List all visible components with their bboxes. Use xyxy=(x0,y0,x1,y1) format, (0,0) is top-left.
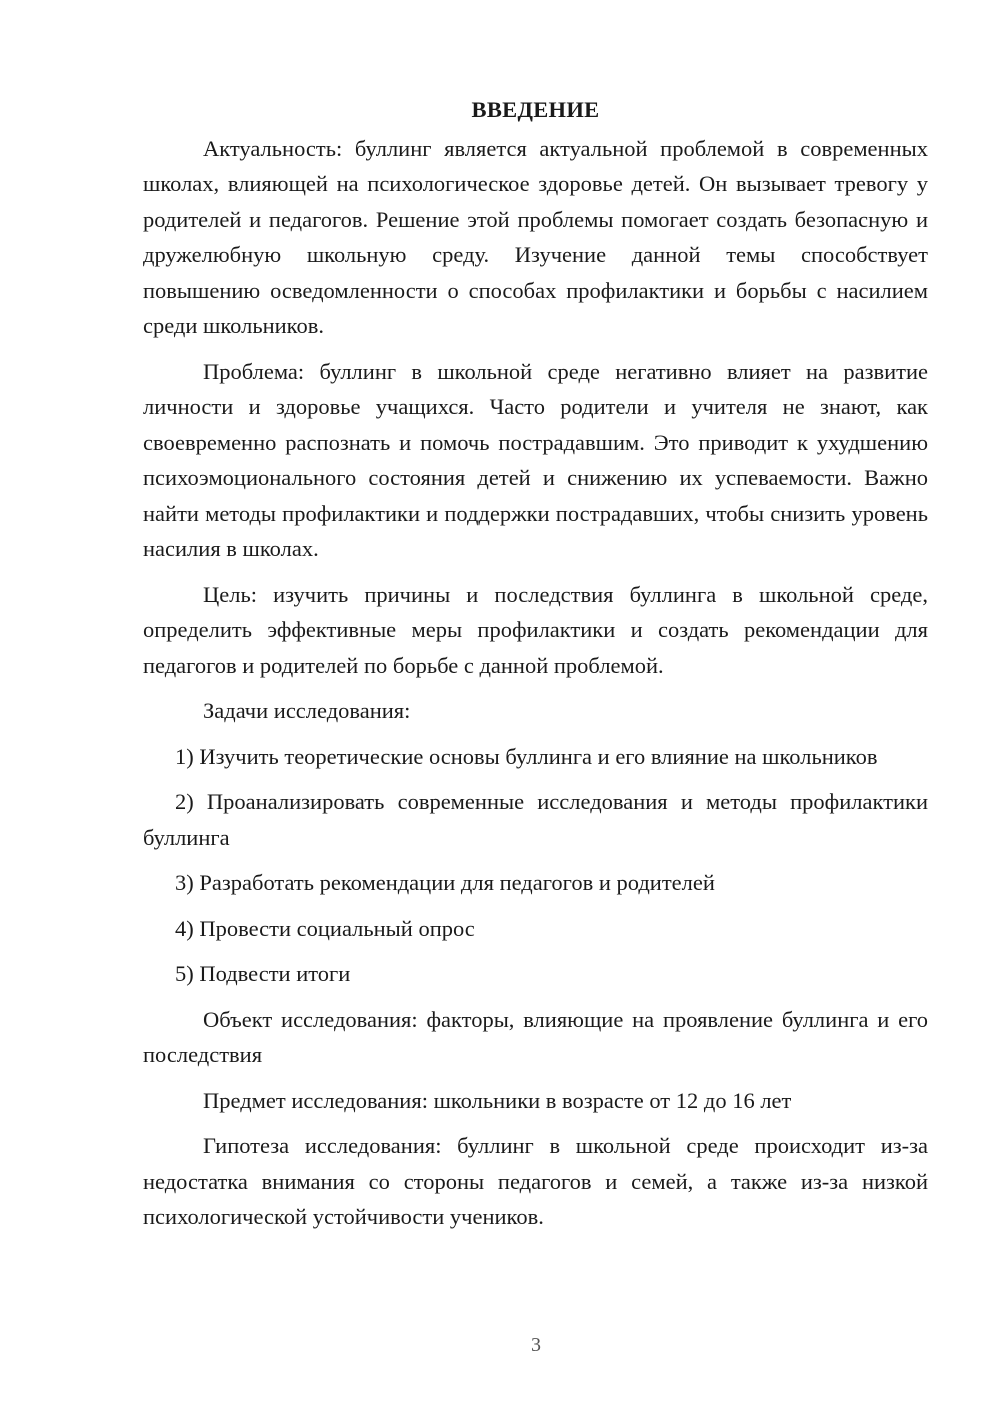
paragraph-goal: Цель: изучить причины и последствия буллинга в школьной среде, определить эффективные меры профилактики и создать рекомендации для педагогов и родителей по борьбе с данной проблемой. xyxy=(143,581,928,678)
list-item: 2) Проанализировать современные исследования и методы профилактики буллинга xyxy=(143,789,928,850)
list-item: 1) Изучить теоретические основы буллинга и его влияние на школьников xyxy=(175,743,878,769)
page-title: ВВЕДЕНИЕ xyxy=(471,97,600,122)
paragraph-tasks-heading: Задачи исследования: xyxy=(203,698,411,723)
paragraph-relevance: Актуальность: буллинг является актуальной проблемой в современных школах, влияющей на психологическое здоровье детей. Он вызывает тревогу у родителей и педагогов. Решение этой проблемы помогает создать безопасную и дружелюбную школьную среду. Изучение данной темы способствует повышению осведомленности о способах профилактики и борьбы с насилием среди школьников. xyxy=(143,135,928,338)
list-item: 3) Разработать рекомендации для педагогов и родителей xyxy=(175,870,715,895)
paragraph-subject: Предмет исследования: школьники в возрасте от 12 до 16 лет xyxy=(203,1087,792,1113)
list-item: 4) Провести социальный опрос xyxy=(175,915,475,941)
tasks-list xyxy=(143,739,928,992)
list-item: 5) Подвести итоги xyxy=(175,961,351,986)
paragraph-hypothesis: Гипотеза исследования: буллинг в школьной среде происходит из-за недостатка внимания со стороны педагогов и семей, а также из-за низкой психологической устойчивости учеников. xyxy=(143,1133,928,1229)
document-body xyxy=(143,92,928,1245)
paragraph-object: Объект исследования: факторы, влияющие на проявление буллинга и его последствия xyxy=(143,1006,928,1067)
page-number: 3 xyxy=(531,1334,541,1356)
paragraph-problem: Проблема: буллинг в школьной среде негативно влияет на развитие личности и здоровье учащихся. Часто родители и учителя не знают, как своевременно распознать и помочь пострадавшим. Это приводит к ухудшению психоэмоционального состояния детей и снижению их успеваемости. Важно найти методы профилактики и поддержки пострадавших, чтобы снизить уровень насилия в школах. xyxy=(143,358,928,561)
